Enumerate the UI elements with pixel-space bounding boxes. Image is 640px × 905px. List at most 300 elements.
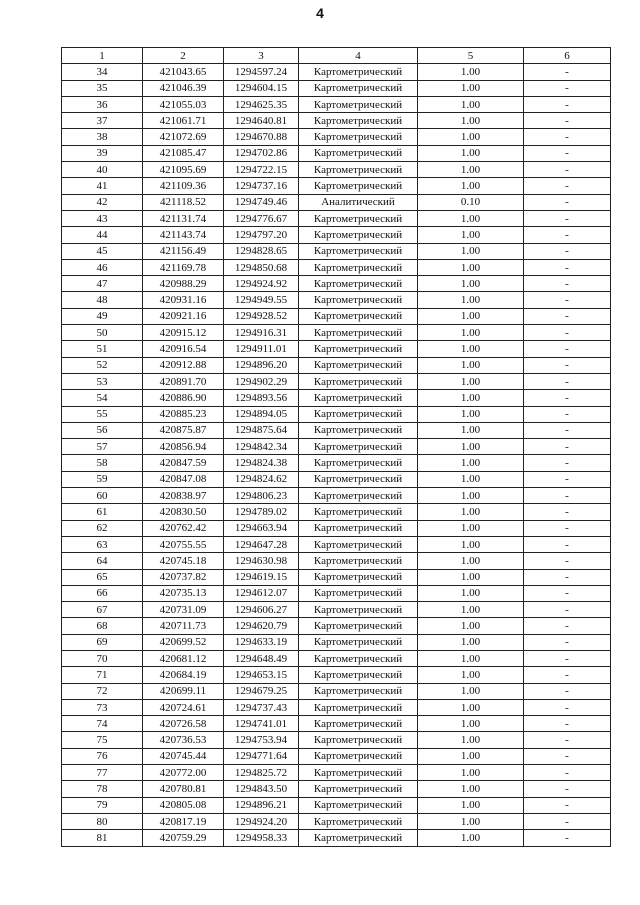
point-number-cell: 42 bbox=[62, 194, 143, 210]
method-cell: Картометрический bbox=[299, 667, 418, 683]
x-coordinate-cell: 420915.12 bbox=[143, 325, 224, 341]
y-coordinate-cell: 1294647.28 bbox=[224, 536, 299, 552]
point-number-cell: 54 bbox=[62, 390, 143, 406]
x-coordinate-cell: 421169.78 bbox=[143, 259, 224, 275]
point-number-cell: 47 bbox=[62, 276, 143, 292]
column-header: 3 bbox=[224, 48, 299, 64]
accuracy-cell: 1.00 bbox=[418, 390, 524, 406]
x-coordinate-cell: 420916.54 bbox=[143, 341, 224, 357]
column-header: 2 bbox=[143, 48, 224, 64]
note-cell: - bbox=[524, 471, 611, 487]
y-coordinate-cell: 1294789.02 bbox=[224, 504, 299, 520]
point-number-cell: 51 bbox=[62, 341, 143, 357]
y-coordinate-cell: 1294753.94 bbox=[224, 732, 299, 748]
column-header: 6 bbox=[524, 48, 611, 64]
accuracy-cell: 1.00 bbox=[418, 113, 524, 129]
accuracy-cell: 1.00 bbox=[418, 259, 524, 275]
method-cell: Картометрический bbox=[299, 129, 418, 145]
accuracy-cell: 1.00 bbox=[418, 585, 524, 601]
accuracy-cell: 1.00 bbox=[418, 797, 524, 813]
accuracy-cell: 1.00 bbox=[418, 683, 524, 699]
accuracy-cell: 1.00 bbox=[418, 129, 524, 145]
x-coordinate-cell: 420817.19 bbox=[143, 813, 224, 829]
y-coordinate-cell: 1294640.81 bbox=[224, 113, 299, 129]
point-number-cell: 40 bbox=[62, 162, 143, 178]
x-coordinate-cell: 421046.39 bbox=[143, 80, 224, 96]
accuracy-cell: 1.00 bbox=[418, 781, 524, 797]
point-number-cell: 69 bbox=[62, 634, 143, 650]
note-cell: - bbox=[524, 64, 611, 80]
accuracy-cell: 1.00 bbox=[418, 276, 524, 292]
point-number-cell: 67 bbox=[62, 602, 143, 618]
accuracy-cell: 1.00 bbox=[418, 471, 524, 487]
note-cell: - bbox=[524, 765, 611, 781]
accuracy-cell: 1.00 bbox=[418, 813, 524, 829]
y-coordinate-cell: 1294825.72 bbox=[224, 765, 299, 781]
method-cell: Картометрический bbox=[299, 113, 418, 129]
note-cell: - bbox=[524, 813, 611, 829]
method-cell: Картометрический bbox=[299, 455, 418, 471]
note-cell: - bbox=[524, 227, 611, 243]
y-coordinate-cell: 1294875.64 bbox=[224, 422, 299, 438]
accuracy-cell: 1.00 bbox=[418, 455, 524, 471]
table-row bbox=[62, 129, 611, 145]
y-coordinate-cell: 1294902.29 bbox=[224, 373, 299, 389]
y-coordinate-cell: 1294722.15 bbox=[224, 162, 299, 178]
table-row bbox=[62, 536, 611, 552]
point-number-cell: 74 bbox=[62, 716, 143, 732]
method-cell: Картометрический bbox=[299, 520, 418, 536]
table-row bbox=[62, 341, 611, 357]
table-row bbox=[62, 259, 611, 275]
table-row bbox=[62, 162, 611, 178]
note-cell: - bbox=[524, 96, 611, 112]
x-coordinate-cell: 420931.16 bbox=[143, 292, 224, 308]
table-row bbox=[62, 683, 611, 699]
accuracy-cell: 1.00 bbox=[418, 243, 524, 259]
note-cell: - bbox=[524, 439, 611, 455]
note-cell: - bbox=[524, 406, 611, 422]
y-coordinate-cell: 1294737.16 bbox=[224, 178, 299, 194]
accuracy-cell: 1.00 bbox=[418, 748, 524, 764]
table-row bbox=[62, 634, 611, 650]
note-cell: - bbox=[524, 634, 611, 650]
y-coordinate-cell: 1294741.01 bbox=[224, 716, 299, 732]
table-row bbox=[62, 113, 611, 129]
accuracy-cell: 1.00 bbox=[418, 325, 524, 341]
method-cell: Картометрический bbox=[299, 732, 418, 748]
point-number-cell: 75 bbox=[62, 732, 143, 748]
table-row bbox=[62, 504, 611, 520]
point-number-cell: 62 bbox=[62, 520, 143, 536]
table-row bbox=[62, 145, 611, 161]
point-number-cell: 61 bbox=[62, 504, 143, 520]
note-cell: - bbox=[524, 536, 611, 552]
accuracy-cell: 1.00 bbox=[418, 357, 524, 373]
note-cell: - bbox=[524, 830, 611, 846]
y-coordinate-cell: 1294924.92 bbox=[224, 276, 299, 292]
x-coordinate-cell: 420735.13 bbox=[143, 585, 224, 601]
x-coordinate-cell: 420830.50 bbox=[143, 504, 224, 520]
method-cell: Картометрический bbox=[299, 276, 418, 292]
accuracy-cell: 1.00 bbox=[418, 178, 524, 194]
accuracy-cell: 1.00 bbox=[418, 64, 524, 80]
x-coordinate-cell: 421156.49 bbox=[143, 243, 224, 259]
y-coordinate-cell: 1294843.50 bbox=[224, 781, 299, 797]
x-coordinate-cell: 421061.71 bbox=[143, 113, 224, 129]
note-cell: - bbox=[524, 390, 611, 406]
table-row bbox=[62, 325, 611, 341]
note-cell: - bbox=[524, 520, 611, 536]
note-cell: - bbox=[524, 341, 611, 357]
page-number: 4 bbox=[316, 5, 324, 21]
point-number-cell: 50 bbox=[62, 325, 143, 341]
point-number-cell: 59 bbox=[62, 471, 143, 487]
note-cell: - bbox=[524, 569, 611, 585]
x-coordinate-cell: 420745.18 bbox=[143, 553, 224, 569]
note-cell: - bbox=[524, 455, 611, 471]
y-coordinate-cell: 1294597.24 bbox=[224, 64, 299, 80]
x-coordinate-cell: 421109.36 bbox=[143, 178, 224, 194]
accuracy-cell: 1.00 bbox=[418, 520, 524, 536]
table-row bbox=[62, 210, 611, 226]
column-header: 4 bbox=[299, 48, 418, 64]
method-cell: Картометрический bbox=[299, 813, 418, 829]
x-coordinate-cell: 420736.53 bbox=[143, 732, 224, 748]
table-row bbox=[62, 585, 611, 601]
x-coordinate-cell: 421118.52 bbox=[143, 194, 224, 210]
method-cell: Картометрический bbox=[299, 64, 418, 80]
x-coordinate-cell: 420681.12 bbox=[143, 650, 224, 666]
table-row bbox=[62, 618, 611, 634]
y-coordinate-cell: 1294702.86 bbox=[224, 145, 299, 161]
note-cell: - bbox=[524, 650, 611, 666]
y-coordinate-cell: 1294916.31 bbox=[224, 325, 299, 341]
table-row bbox=[62, 390, 611, 406]
x-coordinate-cell: 420737.82 bbox=[143, 569, 224, 585]
y-coordinate-cell: 1294806.23 bbox=[224, 488, 299, 504]
y-coordinate-cell: 1294893.56 bbox=[224, 390, 299, 406]
x-coordinate-cell: 420885.23 bbox=[143, 406, 224, 422]
y-coordinate-cell: 1294630.98 bbox=[224, 553, 299, 569]
x-coordinate-cell: 420875.87 bbox=[143, 422, 224, 438]
y-coordinate-cell: 1294828.65 bbox=[224, 243, 299, 259]
point-number-cell: 45 bbox=[62, 243, 143, 259]
column-header: 1 bbox=[62, 48, 143, 64]
point-number-cell: 58 bbox=[62, 455, 143, 471]
table-row bbox=[62, 80, 611, 96]
x-coordinate-cell: 421131.74 bbox=[143, 210, 224, 226]
method-cell: Картометрический bbox=[299, 781, 418, 797]
accuracy-cell: 1.00 bbox=[418, 80, 524, 96]
method-cell: Картометрический bbox=[299, 650, 418, 666]
method-cell: Аналитический bbox=[299, 194, 418, 210]
y-coordinate-cell: 1294619.15 bbox=[224, 569, 299, 585]
point-number-cell: 36 bbox=[62, 96, 143, 112]
table-row bbox=[62, 602, 611, 618]
accuracy-cell: 0.10 bbox=[418, 194, 524, 210]
point-number-cell: 77 bbox=[62, 765, 143, 781]
x-coordinate-cell: 420891.70 bbox=[143, 373, 224, 389]
note-cell: - bbox=[524, 243, 611, 259]
note-cell: - bbox=[524, 292, 611, 308]
y-coordinate-cell: 1294749.46 bbox=[224, 194, 299, 210]
table-row bbox=[62, 716, 611, 732]
note-cell: - bbox=[524, 602, 611, 618]
point-number-cell: 34 bbox=[62, 64, 143, 80]
method-cell: Картометрический bbox=[299, 390, 418, 406]
accuracy-cell: 1.00 bbox=[418, 699, 524, 715]
x-coordinate-cell: 421055.03 bbox=[143, 96, 224, 112]
x-coordinate-cell: 420711.73 bbox=[143, 618, 224, 634]
point-number-cell: 68 bbox=[62, 618, 143, 634]
note-cell: - bbox=[524, 210, 611, 226]
note-cell: - bbox=[524, 357, 611, 373]
accuracy-cell: 1.00 bbox=[418, 765, 524, 781]
y-coordinate-cell: 1294842.34 bbox=[224, 439, 299, 455]
x-coordinate-cell: 420724.61 bbox=[143, 699, 224, 715]
x-coordinate-cell: 421043.65 bbox=[143, 64, 224, 80]
y-coordinate-cell: 1294924.20 bbox=[224, 813, 299, 829]
table-row bbox=[62, 406, 611, 422]
accuracy-cell: 1.00 bbox=[418, 308, 524, 324]
x-coordinate-cell: 420726.58 bbox=[143, 716, 224, 732]
method-cell: Картометрический bbox=[299, 716, 418, 732]
point-number-cell: 39 bbox=[62, 145, 143, 161]
x-coordinate-cell: 420886.90 bbox=[143, 390, 224, 406]
method-cell: Картометрический bbox=[299, 569, 418, 585]
note-cell: - bbox=[524, 797, 611, 813]
accuracy-cell: 1.00 bbox=[418, 830, 524, 846]
x-coordinate-cell: 420772.00 bbox=[143, 765, 224, 781]
point-number-cell: 60 bbox=[62, 488, 143, 504]
method-cell: Картометрический bbox=[299, 357, 418, 373]
table-row bbox=[62, 732, 611, 748]
method-cell: Картометрический bbox=[299, 406, 418, 422]
note-cell: - bbox=[524, 373, 611, 389]
note-cell: - bbox=[524, 699, 611, 715]
note-cell: - bbox=[524, 667, 611, 683]
table-row bbox=[62, 781, 611, 797]
table-row bbox=[62, 439, 611, 455]
method-cell: Картометрический bbox=[299, 602, 418, 618]
note-cell: - bbox=[524, 80, 611, 96]
method-cell: Картометрический bbox=[299, 259, 418, 275]
table-row bbox=[62, 373, 611, 389]
accuracy-cell: 1.00 bbox=[418, 162, 524, 178]
table-row bbox=[62, 276, 611, 292]
point-number-cell: 76 bbox=[62, 748, 143, 764]
table-row bbox=[62, 520, 611, 536]
x-coordinate-cell: 420805.08 bbox=[143, 797, 224, 813]
y-coordinate-cell: 1294911.01 bbox=[224, 341, 299, 357]
y-coordinate-cell: 1294928.52 bbox=[224, 308, 299, 324]
note-cell: - bbox=[524, 129, 611, 145]
method-cell: Картометрический bbox=[299, 145, 418, 161]
accuracy-cell: 1.00 bbox=[418, 210, 524, 226]
point-number-cell: 63 bbox=[62, 536, 143, 552]
table-row bbox=[62, 650, 611, 666]
note-cell: - bbox=[524, 194, 611, 210]
point-number-cell: 70 bbox=[62, 650, 143, 666]
accuracy-cell: 1.00 bbox=[418, 145, 524, 161]
point-number-cell: 35 bbox=[62, 80, 143, 96]
x-coordinate-cell: 421143.74 bbox=[143, 227, 224, 243]
y-coordinate-cell: 1294653.15 bbox=[224, 667, 299, 683]
method-cell: Картометрический bbox=[299, 748, 418, 764]
note-cell: - bbox=[524, 488, 611, 504]
point-number-cell: 41 bbox=[62, 178, 143, 194]
point-number-cell: 37 bbox=[62, 113, 143, 129]
point-number-cell: 56 bbox=[62, 422, 143, 438]
y-coordinate-cell: 1294633.19 bbox=[224, 634, 299, 650]
accuracy-cell: 1.00 bbox=[418, 602, 524, 618]
point-number-cell: 57 bbox=[62, 439, 143, 455]
point-number-cell: 66 bbox=[62, 585, 143, 601]
table-row bbox=[62, 292, 611, 308]
point-number-cell: 53 bbox=[62, 373, 143, 389]
x-coordinate-cell: 420847.08 bbox=[143, 471, 224, 487]
table-row bbox=[62, 422, 611, 438]
table-row bbox=[62, 553, 611, 569]
x-coordinate-cell: 421085.47 bbox=[143, 145, 224, 161]
note-cell: - bbox=[524, 504, 611, 520]
note-cell: - bbox=[524, 553, 611, 569]
point-number-cell: 72 bbox=[62, 683, 143, 699]
method-cell: Картометрический bbox=[299, 683, 418, 699]
point-number-cell: 43 bbox=[62, 210, 143, 226]
method-cell: Картометрический bbox=[299, 471, 418, 487]
table-row bbox=[62, 178, 611, 194]
accuracy-cell: 1.00 bbox=[418, 439, 524, 455]
y-coordinate-cell: 1294670.88 bbox=[224, 129, 299, 145]
point-number-cell: 64 bbox=[62, 553, 143, 569]
method-cell: Картометрический bbox=[299, 618, 418, 634]
y-coordinate-cell: 1294625.35 bbox=[224, 96, 299, 112]
method-cell: Картометрический bbox=[299, 80, 418, 96]
note-cell: - bbox=[524, 683, 611, 699]
y-coordinate-cell: 1294771.64 bbox=[224, 748, 299, 764]
accuracy-cell: 1.00 bbox=[418, 634, 524, 650]
x-coordinate-cell: 420755.55 bbox=[143, 536, 224, 552]
method-cell: Картометрический bbox=[299, 634, 418, 650]
accuracy-cell: 1.00 bbox=[418, 504, 524, 520]
accuracy-cell: 1.00 bbox=[418, 488, 524, 504]
note-cell: - bbox=[524, 178, 611, 194]
x-coordinate-cell: 420684.19 bbox=[143, 667, 224, 683]
method-cell: Картометрический bbox=[299, 488, 418, 504]
x-coordinate-cell: 420838.97 bbox=[143, 488, 224, 504]
table-row bbox=[62, 569, 611, 585]
y-coordinate-cell: 1294824.62 bbox=[224, 471, 299, 487]
table-row bbox=[62, 357, 611, 373]
method-cell: Картометрический bbox=[299, 797, 418, 813]
accuracy-cell: 1.00 bbox=[418, 716, 524, 732]
y-coordinate-cell: 1294824.38 bbox=[224, 455, 299, 471]
accuracy-cell: 1.00 bbox=[418, 667, 524, 683]
point-number-cell: 38 bbox=[62, 129, 143, 145]
table-row bbox=[62, 748, 611, 764]
accuracy-cell: 1.00 bbox=[418, 650, 524, 666]
y-coordinate-cell: 1294620.79 bbox=[224, 618, 299, 634]
y-coordinate-cell: 1294958.33 bbox=[224, 830, 299, 846]
table-row bbox=[62, 765, 611, 781]
method-cell: Картометрический bbox=[299, 504, 418, 520]
point-number-cell: 80 bbox=[62, 813, 143, 829]
accuracy-cell: 1.00 bbox=[418, 406, 524, 422]
x-coordinate-cell: 420847.59 bbox=[143, 455, 224, 471]
method-cell: Картометрический bbox=[299, 227, 418, 243]
table-body bbox=[62, 64, 611, 846]
table-row bbox=[62, 667, 611, 683]
method-cell: Картометрический bbox=[299, 765, 418, 781]
y-coordinate-cell: 1294894.05 bbox=[224, 406, 299, 422]
note-cell: - bbox=[524, 113, 611, 129]
table-row bbox=[62, 797, 611, 813]
y-coordinate-cell: 1294896.20 bbox=[224, 357, 299, 373]
note-cell: - bbox=[524, 585, 611, 601]
table-row bbox=[62, 830, 611, 846]
note-cell: - bbox=[524, 325, 611, 341]
table-row bbox=[62, 699, 611, 715]
table-row bbox=[62, 243, 611, 259]
note-cell: - bbox=[524, 422, 611, 438]
note-cell: - bbox=[524, 781, 611, 797]
accuracy-cell: 1.00 bbox=[418, 341, 524, 357]
method-cell: Картометрический bbox=[299, 699, 418, 715]
note-cell: - bbox=[524, 162, 611, 178]
y-coordinate-cell: 1294949.55 bbox=[224, 292, 299, 308]
table-row bbox=[62, 308, 611, 324]
point-number-cell: 78 bbox=[62, 781, 143, 797]
accuracy-cell: 1.00 bbox=[418, 569, 524, 585]
method-cell: Картометрический bbox=[299, 341, 418, 357]
point-number-cell: 52 bbox=[62, 357, 143, 373]
x-coordinate-cell: 420988.29 bbox=[143, 276, 224, 292]
y-coordinate-cell: 1294648.49 bbox=[224, 650, 299, 666]
point-number-cell: 65 bbox=[62, 569, 143, 585]
method-cell: Картометрический bbox=[299, 308, 418, 324]
point-number-cell: 79 bbox=[62, 797, 143, 813]
accuracy-cell: 1.00 bbox=[418, 536, 524, 552]
y-coordinate-cell: 1294663.94 bbox=[224, 520, 299, 536]
y-coordinate-cell: 1294797.20 bbox=[224, 227, 299, 243]
table-row bbox=[62, 194, 611, 210]
point-number-cell: 81 bbox=[62, 830, 143, 846]
accuracy-cell: 1.00 bbox=[418, 553, 524, 569]
table-row bbox=[62, 471, 611, 487]
x-coordinate-cell: 421072.69 bbox=[143, 129, 224, 145]
y-coordinate-cell: 1294612.07 bbox=[224, 585, 299, 601]
method-cell: Картометрический bbox=[299, 830, 418, 846]
x-coordinate-cell: 420921.16 bbox=[143, 308, 224, 324]
x-coordinate-cell: 420699.11 bbox=[143, 683, 224, 699]
coordinates-table bbox=[61, 47, 611, 847]
note-cell: - bbox=[524, 716, 611, 732]
method-cell: Картометрический bbox=[299, 553, 418, 569]
accuracy-cell: 1.00 bbox=[418, 227, 524, 243]
table-row bbox=[62, 64, 611, 80]
table-row bbox=[62, 455, 611, 471]
method-cell: Картометрический bbox=[299, 162, 418, 178]
method-cell: Картометрический bbox=[299, 585, 418, 601]
accuracy-cell: 1.00 bbox=[418, 96, 524, 112]
x-coordinate-cell: 420731.09 bbox=[143, 602, 224, 618]
method-cell: Картометрический bbox=[299, 325, 418, 341]
note-cell: - bbox=[524, 618, 611, 634]
accuracy-cell: 1.00 bbox=[418, 292, 524, 308]
accuracy-cell: 1.00 bbox=[418, 422, 524, 438]
